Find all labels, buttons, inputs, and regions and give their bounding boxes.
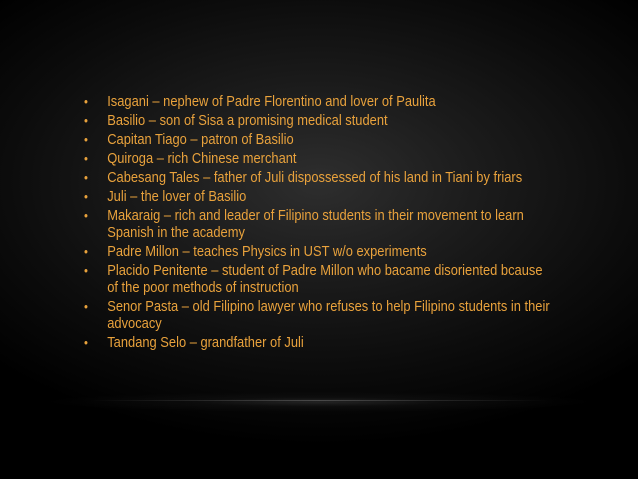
list-item-text: Basilio – son of Sisa a promising medical student <box>107 112 388 129</box>
bullet-icon: • <box>84 94 88 109</box>
list-item <box>84 150 554 167</box>
list-item-text: Tandang Selo – grandfather of Juli <box>107 334 304 351</box>
bottom-divider <box>90 400 548 401</box>
bullet-icon: • <box>84 113 88 128</box>
list-item-text: Makaraig – rich and leader of Filipino students in their movement to learn Spanish in the academy <box>107 207 524 241</box>
bullet-icon: • <box>84 208 88 223</box>
list-item <box>84 188 554 205</box>
character-list <box>84 93 550 353</box>
list-item <box>84 112 554 129</box>
bullet-icon: • <box>84 244 88 259</box>
list-item-text: Placido Penitente – student of Padre Millon who bacame disoriented bcause of the poor methods of instruction <box>107 262 543 296</box>
list-item <box>84 93 554 110</box>
list-item <box>84 262 554 296</box>
bullet-icon: • <box>84 189 88 204</box>
bullet-icon: • <box>84 132 88 147</box>
bullet-icon: • <box>84 335 88 350</box>
bullet-icon: • <box>84 299 88 314</box>
list-item <box>84 334 554 351</box>
list-item <box>84 169 554 186</box>
bullet-icon: • <box>84 263 88 278</box>
list-item <box>84 207 554 241</box>
bullet-icon: • <box>84 151 88 166</box>
list-item-text: Isagani – nephew of Padre Florentino and lover of Paulita <box>107 93 436 110</box>
list-item-text: Quiroga – rich Chinese merchant <box>107 150 297 167</box>
bottom-glow-decoration <box>40 392 598 412</box>
list-item <box>84 131 554 148</box>
list-item-text: Senor Pasta – old Filipino lawyer who refuses to help Filipino students in their advocacy <box>107 298 550 332</box>
list-item-text: Capitan Tiago – patron of Basilio <box>107 131 294 148</box>
bullet-icon: • <box>84 170 88 185</box>
list-item <box>84 243 554 260</box>
list-item-text: Padre Millon – teaches Physics in UST w/o experiments <box>107 243 427 260</box>
list-item-text: Cabesang Tales – father of Juli dispossessed of his land in Tiani by friars <box>107 169 523 186</box>
list-item-text: Juli – the lover of Basilio <box>107 188 247 205</box>
list-item <box>84 298 554 332</box>
